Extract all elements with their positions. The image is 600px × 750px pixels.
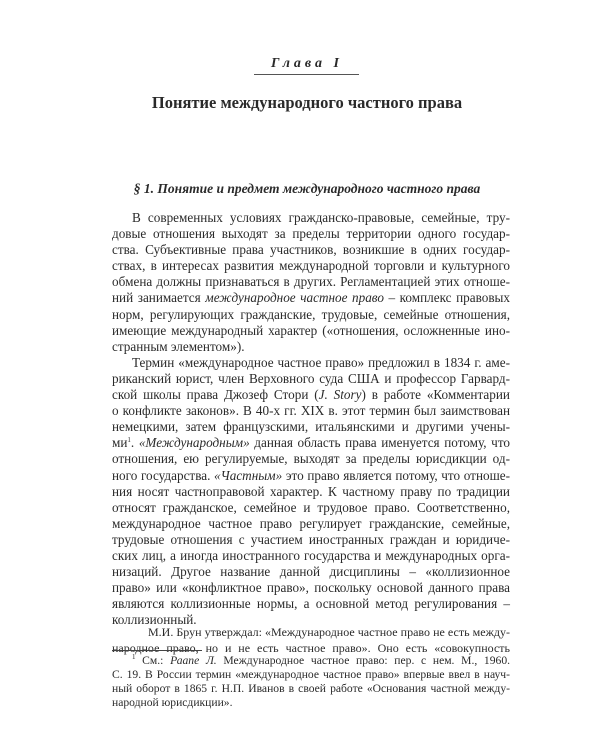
text-line xyxy=(112,668,510,682)
footnote-separator xyxy=(112,650,202,651)
text-line xyxy=(112,548,510,564)
paragraph-2 xyxy=(112,355,510,629)
text-run: относят гражданское, семейное и трудовое право. Соответственно, xyxy=(112,499,510,515)
italic-text: «Международным» xyxy=(138,435,250,451)
text-line xyxy=(112,654,510,668)
chapter-underline xyxy=(254,74,359,75)
text-line xyxy=(112,339,510,355)
text-line xyxy=(112,484,510,500)
text-run: ного государства. xyxy=(112,467,215,483)
italic-text: «Частным» xyxy=(214,467,283,483)
text-run: ) в работе «Комментарии xyxy=(361,387,510,403)
text-line xyxy=(112,532,510,548)
text-run: отношения, ею регулируемые, выходят за пределы юрисдикции од- xyxy=(112,451,510,467)
text-run: народное право, но и не есть частное право». Оно есть «совокупность xyxy=(112,641,510,655)
quote-paragraph xyxy=(112,624,510,656)
text-line xyxy=(112,451,510,467)
text-run: В современных условиях гражданско-правовые, семейные, тру- xyxy=(132,210,510,225)
text-line xyxy=(112,355,510,371)
text-line xyxy=(112,696,510,710)
text-run: – комплекс правовых xyxy=(383,290,510,306)
text-line xyxy=(112,580,510,596)
text-run: довые отношения выходят за пределы территории одного государ- xyxy=(112,226,510,242)
italic-text: Раапе Л. xyxy=(170,654,217,667)
footnote-marker: 1 xyxy=(127,436,131,445)
text-run: См.: xyxy=(135,654,171,667)
text-run: ный оборот в 1865 г. Н.П. Иванов в своей работе «Основания частной между- xyxy=(112,682,510,695)
text-run: . xyxy=(130,435,139,451)
text-run: странным элементом»). xyxy=(112,338,245,354)
text-run: С. 19. В России термин «международное частное право» впервые ввел в науч- xyxy=(112,668,510,681)
text-line xyxy=(112,516,510,532)
text-line xyxy=(112,290,510,306)
text-run: ства. Субъективные права участников, возникшие в одних государ- xyxy=(112,242,510,258)
text-run: ствах, в интересах развития международной торговли и культурного xyxy=(112,258,510,274)
text-line xyxy=(112,596,510,612)
text-line xyxy=(112,307,510,323)
italic-text: J. Story xyxy=(318,387,362,403)
text-run: риканский юрист, член Верховного суда США и профессор Гарвард- xyxy=(112,370,510,386)
footnote xyxy=(112,654,510,710)
text-run: М.И. Брун утверждал: «Международное частное право не есть между- xyxy=(148,625,510,639)
section-title: § 1. Понятие и предмет международного частного права xyxy=(133,181,481,196)
text-line xyxy=(112,624,510,640)
text-run: обмена должны признаваться в других. Регламентацией этих отноше- xyxy=(112,274,510,290)
text-run: Международное частное право: пер. с нем. М., 1960. xyxy=(216,654,511,667)
text-line xyxy=(112,500,510,516)
text-run: коллизионный. xyxy=(112,612,197,628)
text-run: низаций. Другое название данной дисциплины – «коллизионное xyxy=(112,564,510,580)
text-run: данная область права именуется потому, что xyxy=(249,435,510,451)
text-run: право» или «конфликтное право», поскольку основой данного права xyxy=(112,580,510,596)
text-run: немецкими, затем французскими, итальянскими и другими учены- xyxy=(112,419,510,435)
text-run: Термин «международное частное право» предложил в 1834 г. аме- xyxy=(132,354,510,370)
text-line xyxy=(112,468,510,484)
text-line xyxy=(112,242,510,258)
text-run: ми xyxy=(112,435,128,451)
text-line xyxy=(112,387,510,403)
text-run: это право является потому, что отноше- xyxy=(282,467,510,483)
text-run: ния носят частноправовой характер. К частному праву по традиции xyxy=(112,483,510,499)
italic-text: международное частное право xyxy=(205,290,384,306)
paragraph-1 xyxy=(112,210,510,355)
text-line xyxy=(112,682,510,696)
text-run: международное частное право регулирует гражданские, семейные, xyxy=(112,515,510,531)
text-line xyxy=(112,323,510,339)
text-run: имеющие международный характер («отношения, осложненные ино- xyxy=(112,322,510,338)
text-run: норм, регулирующих гражданские, трудовые, семейные отношения, xyxy=(112,306,510,322)
text-line xyxy=(112,258,510,274)
text-run: ских лиц, а иногда иностранного государства и международных орга- xyxy=(112,547,510,563)
text-line xyxy=(112,210,510,226)
chapter-title: Понятие международного частного права xyxy=(151,93,463,112)
chapter-label: Глава I xyxy=(270,56,343,71)
text-line xyxy=(112,226,510,242)
text-run: являются коллизионные нормы, а основной метод регулирования – xyxy=(112,596,510,612)
text-line xyxy=(112,274,510,290)
text-run: народной юрисдикции». xyxy=(112,696,233,709)
text-line xyxy=(112,435,510,451)
text-run: о конфликте законов». В 40-х гг. XIX в. этот термин был заимствован xyxy=(112,403,510,419)
text-line xyxy=(112,419,510,435)
text-run: трудовые отношения с участием иностранных граждан и юридиче- xyxy=(112,531,510,547)
text-run: ний занимается xyxy=(112,290,206,306)
text-run: ской школы права Джозеф Стори ( xyxy=(112,387,319,403)
text-line xyxy=(112,564,510,580)
text-line xyxy=(112,371,510,387)
text-line xyxy=(112,403,510,419)
body-text xyxy=(112,210,510,628)
footnote-marker: 1 xyxy=(132,653,136,661)
